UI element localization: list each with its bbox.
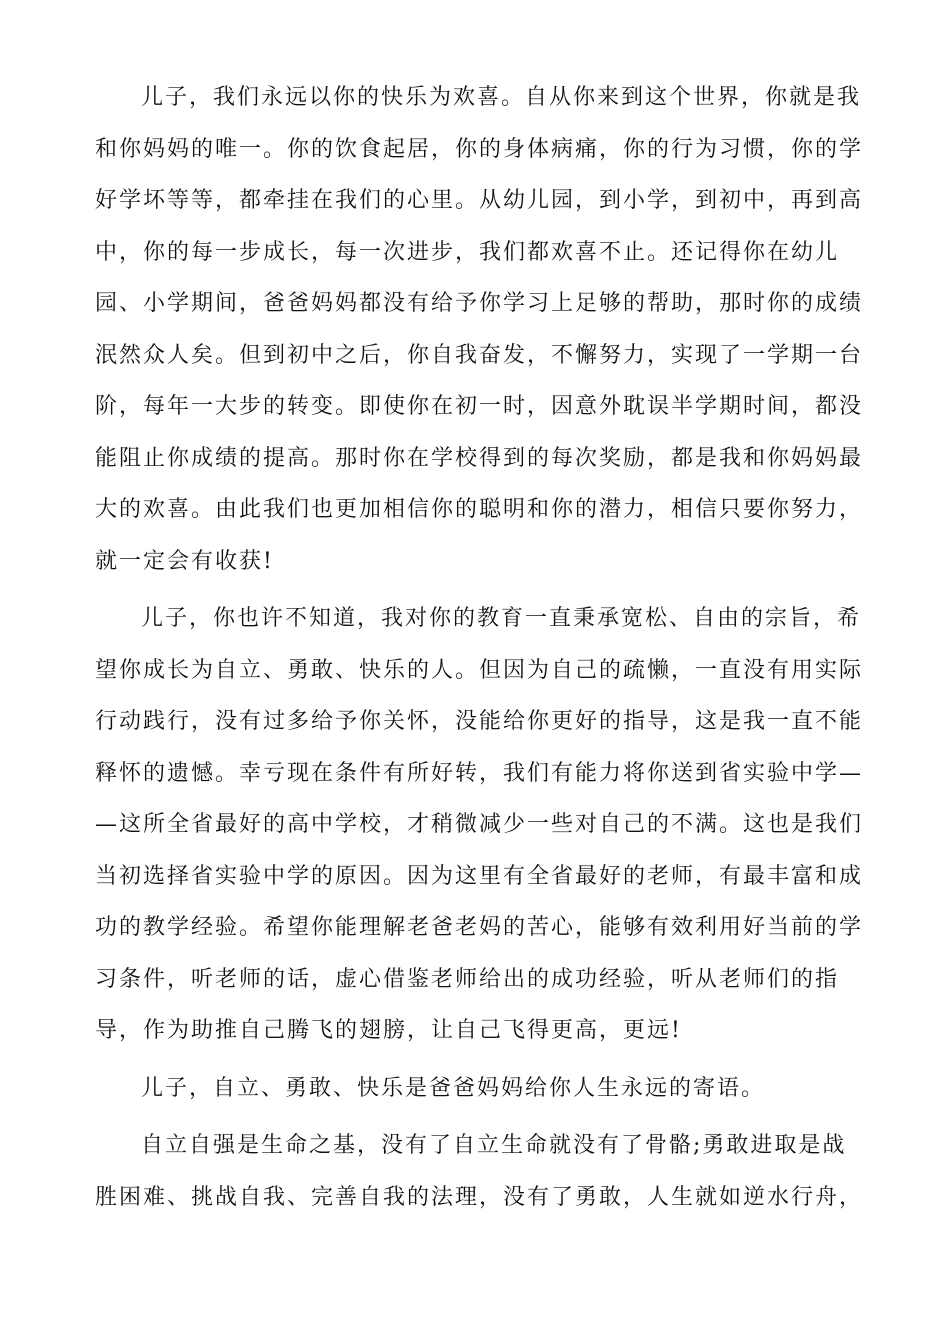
text-line: 就一定会有收获! xyxy=(95,548,274,574)
text-line: 能阻止你成绩的提高。那时你在学校得到的每次奖励，都是我和你妈妈最 xyxy=(95,445,864,471)
text-line: 自立自强是生命之基，没有了自立生命就没有了骨骼;勇敢进取是战 xyxy=(141,1133,847,1158)
text-line: 望你成长为自立、勇敢、快乐的人。但因为自己的疏懒，一直没有用实际 xyxy=(95,657,864,683)
paragraph-1 xyxy=(95,72,864,587)
text-line: 当初选择省实验中学的原因。因为这里有全省最好的老师，有最丰富和成 xyxy=(95,863,864,889)
text-line: 导，作为助推自己腾飞的翅膀，让自己飞得更高，更远! xyxy=(95,1018,682,1043)
text-line: 儿子，我们永远以你的快乐为欢喜。自从你来到这个世界，你就是我 xyxy=(141,85,862,110)
paragraph-3 xyxy=(95,1063,857,1115)
text-line: 泯然众人矣。但到初中之后，你自我奋发，不懈努力，实现了一学期一台 xyxy=(95,342,864,368)
text-line: 中，你的每一步成长，每一次进步，我们都欢喜不止。还记得你在幼儿 xyxy=(95,239,840,265)
text-line: 儿子，你也许不知道，我对你的教育一直秉承宽松、自由的宗旨，希 xyxy=(141,606,862,631)
text-line: —这所全省最好的高中学校，才稍微减少一些对自己的不满。这也是我们 xyxy=(95,812,864,837)
paragraph-4 xyxy=(95,1120,864,1223)
text-line: 习条件，听老师的话，虚心借鉴老师给出的成功经验，听从老师们的指 xyxy=(95,966,840,992)
text-line: 行动践行，没有过多给予你关怀，没能给你更好的指导，这是我一直不能 xyxy=(95,709,864,734)
text-line: 功的教学经验。希望你能理解老爸老妈的苦心，能够有效利用好当前的学 xyxy=(95,915,864,940)
document-page xyxy=(95,72,864,1229)
text-line: 园、小学期间，爸爸妈妈都没有给予你学习上足够的帮助，那时你的成绩 xyxy=(95,291,864,316)
text-line: 阶，每年一大步的转变。即使你在初一时，因意外耽误半学期时间，都没 xyxy=(95,394,864,419)
text-line: 好学坏等等，都牵挂在我们的心里。从幼儿园，到小学，到初中，再到高 xyxy=(95,188,864,213)
text-line: 儿子，自立、勇敢、快乐是爸爸妈妈给你人生永远的寄语。 xyxy=(141,1075,766,1101)
text-line: 胜困难、挑战自我、完善自我的法理，没有了勇敢，人生就如逆水行舟， xyxy=(95,1184,864,1210)
text-line: 和你妈妈的唯一。你的饮食起居，你的身体病痛，你的行为习惯，你的学 xyxy=(95,136,864,162)
text-line: 大的欢喜。由此我们也更加相信你的聪明和你的潜力，相信只要你努力， xyxy=(95,497,864,522)
text-line: 释怀的遗憾。幸亏现在条件有所好转，我们有能力将你送到省实验中学— xyxy=(95,760,864,786)
paragraph-2 xyxy=(95,593,864,1057)
